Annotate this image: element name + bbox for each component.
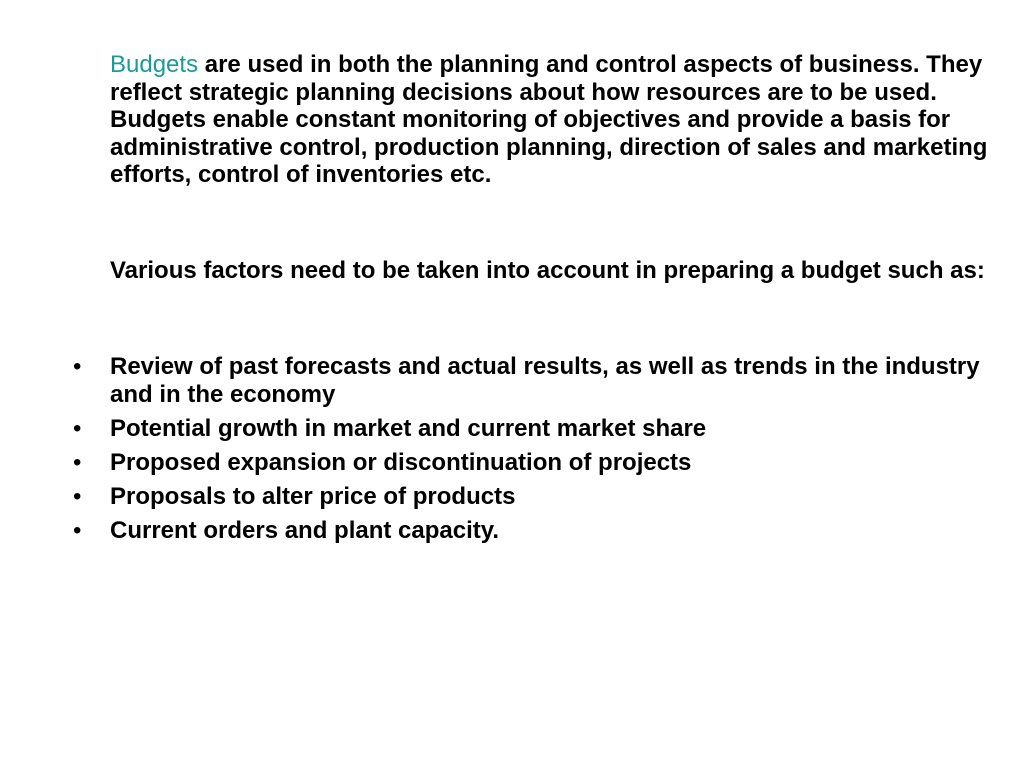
- list-item-text: Current orders and plant capacity.: [110, 516, 499, 544]
- bullet-icon: •: [73, 482, 82, 510]
- intro-paragraph: [110, 51, 990, 189]
- intro-text: are used in both the planning and control aspects of business. They reflect strategic planning decisions about how resources are to be used. Budgets enable constant monitoring of objectives and provide a basis for administrative control, production planning, direction of sales and marketing efforts, control of inventories etc.: [110, 51, 988, 188]
- list-item: [0, 415, 990, 443]
- bullet-icon: •: [73, 448, 82, 476]
- list-item: [0, 353, 990, 408]
- list-item: [0, 483, 990, 511]
- factors-list: [0, 353, 1024, 551]
- list-item-text: Proposed expansion or discontinuation of projects: [110, 448, 692, 476]
- factors-intro-paragraph: Various factors need to be taken into account in preparing a budget such as:: [110, 257, 985, 284]
- list-item-text: Potential growth in market and current market share: [110, 414, 707, 442]
- list-item-text: Review of past forecasts and actual results, as well as trends in the industry and in the economy: [110, 353, 980, 408]
- list-item-text: Proposals to alter price of products: [110, 482, 516, 510]
- bullet-icon: •: [73, 353, 82, 380]
- list-item: [0, 449, 990, 477]
- budgets-highlight: Budgets: [110, 51, 199, 78]
- list-item: [0, 517, 990, 545]
- bullet-icon: •: [73, 516, 82, 544]
- bullet-icon: •: [73, 414, 82, 442]
